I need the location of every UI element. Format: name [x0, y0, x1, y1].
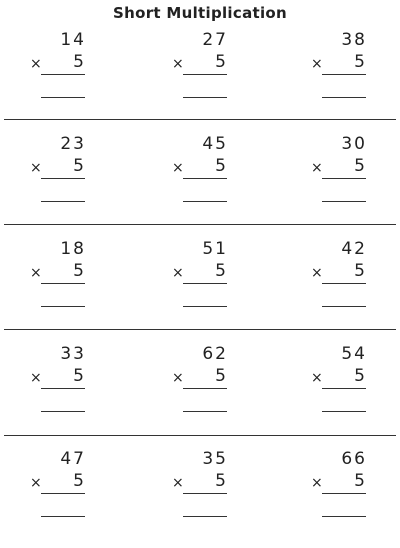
problem-1-3	[311, 24, 371, 114]
row-divider	[4, 224, 396, 225]
multiplier: 5	[215, 52, 228, 72]
problem-4-2	[172, 338, 232, 428]
multiply-sign: ×	[311, 265, 323, 281]
problem-4-3	[311, 338, 371, 428]
multiplicand: 42	[341, 239, 367, 259]
answer-line[interactable]	[183, 411, 227, 412]
multiplier: 5	[354, 156, 367, 176]
answer-line[interactable]	[41, 306, 85, 307]
multiply-sign: ×	[30, 370, 42, 386]
answer-line[interactable]	[41, 516, 85, 517]
multiplier: 5	[73, 471, 86, 491]
multiplier: 5	[73, 261, 86, 281]
multiply-sign: ×	[172, 160, 184, 176]
multiplier: 5	[215, 156, 228, 176]
multiplication-rule	[41, 283, 85, 284]
multiply-sign: ×	[30, 475, 42, 491]
row-divider	[4, 329, 396, 330]
multiplicand: 38	[341, 30, 367, 50]
problem-3-1	[30, 233, 90, 323]
answer-line[interactable]	[183, 306, 227, 307]
multiplication-rule	[183, 283, 227, 284]
multiplication-rule	[322, 74, 366, 75]
multiply-sign: ×	[311, 370, 323, 386]
multiply-sign: ×	[30, 56, 42, 72]
multiplicand: 45	[202, 134, 228, 154]
problem-row-4	[0, 338, 400, 443]
problem-1-1	[30, 24, 90, 114]
multiplicand: 18	[60, 239, 86, 259]
answer-line[interactable]	[183, 201, 227, 202]
problem-row-2	[0, 128, 400, 233]
answer-line[interactable]	[183, 97, 227, 98]
multiply-sign: ×	[172, 56, 184, 72]
multiplication-rule	[183, 388, 227, 389]
multiply-sign: ×	[311, 475, 323, 491]
multiplier: 5	[215, 471, 228, 491]
row-divider	[4, 435, 396, 436]
multiplication-rule	[183, 493, 227, 494]
multiplier: 5	[354, 261, 367, 281]
multiplier: 5	[73, 366, 86, 386]
multiplicand: 33	[60, 344, 86, 364]
multiplication-rule	[183, 74, 227, 75]
multiplicand: 14	[60, 30, 86, 50]
multiplication-rule	[41, 388, 85, 389]
problem-3-3	[311, 233, 371, 323]
problem-row-1	[0, 24, 400, 129]
answer-line[interactable]	[322, 516, 366, 517]
problem-5-3	[311, 443, 371, 533]
row-divider	[4, 119, 396, 120]
problem-5-2	[172, 443, 232, 533]
answer-line[interactable]	[41, 411, 85, 412]
multiplicand: 62	[202, 344, 228, 364]
multiplicand: 47	[60, 449, 86, 469]
multiply-sign: ×	[172, 265, 184, 281]
multiply-sign: ×	[311, 160, 323, 176]
multiply-sign: ×	[30, 265, 42, 281]
multiply-sign: ×	[30, 160, 42, 176]
multiplier: 5	[215, 261, 228, 281]
multiplication-rule	[41, 178, 85, 179]
answer-line[interactable]	[322, 97, 366, 98]
multiplicand: 35	[202, 449, 228, 469]
multiply-sign: ×	[311, 56, 323, 72]
multiply-sign: ×	[172, 475, 184, 491]
answer-line[interactable]	[322, 201, 366, 202]
multiplicand: 30	[341, 134, 367, 154]
multiplicand: 66	[341, 449, 367, 469]
multiplicand: 23	[60, 134, 86, 154]
multiplicand: 54	[341, 344, 367, 364]
problem-row-3	[0, 233, 400, 338]
problem-2-1	[30, 128, 90, 218]
problem-4-1	[30, 338, 90, 428]
multiplier: 5	[354, 52, 367, 72]
multiplicand: 27	[202, 30, 228, 50]
answer-line[interactable]	[41, 201, 85, 202]
multiplier: 5	[354, 471, 367, 491]
problem-1-2	[172, 24, 232, 114]
multiplier: 5	[73, 52, 86, 72]
problem-5-1	[30, 443, 90, 533]
multiplication-rule	[322, 178, 366, 179]
answer-line[interactable]	[183, 516, 227, 517]
problem-row-5	[0, 443, 400, 548]
problem-3-2	[172, 233, 232, 323]
multiplicand: 51	[202, 239, 228, 259]
problem-2-2	[172, 128, 232, 218]
multiplication-rule	[322, 388, 366, 389]
multiplier: 5	[73, 156, 86, 176]
answer-line[interactable]	[322, 306, 366, 307]
multiplication-rule	[41, 493, 85, 494]
multiplier: 5	[215, 366, 228, 386]
multiplier: 5	[354, 366, 367, 386]
answer-line[interactable]	[322, 411, 366, 412]
problem-2-3	[311, 128, 371, 218]
multiplication-rule	[322, 493, 366, 494]
answer-line[interactable]	[41, 97, 85, 98]
multiplication-rule	[183, 178, 227, 179]
multiply-sign: ×	[172, 370, 184, 386]
multiplication-rule	[41, 74, 85, 75]
multiplication-rule	[322, 283, 366, 284]
worksheet-title: Short Multiplication	[113, 4, 287, 22]
